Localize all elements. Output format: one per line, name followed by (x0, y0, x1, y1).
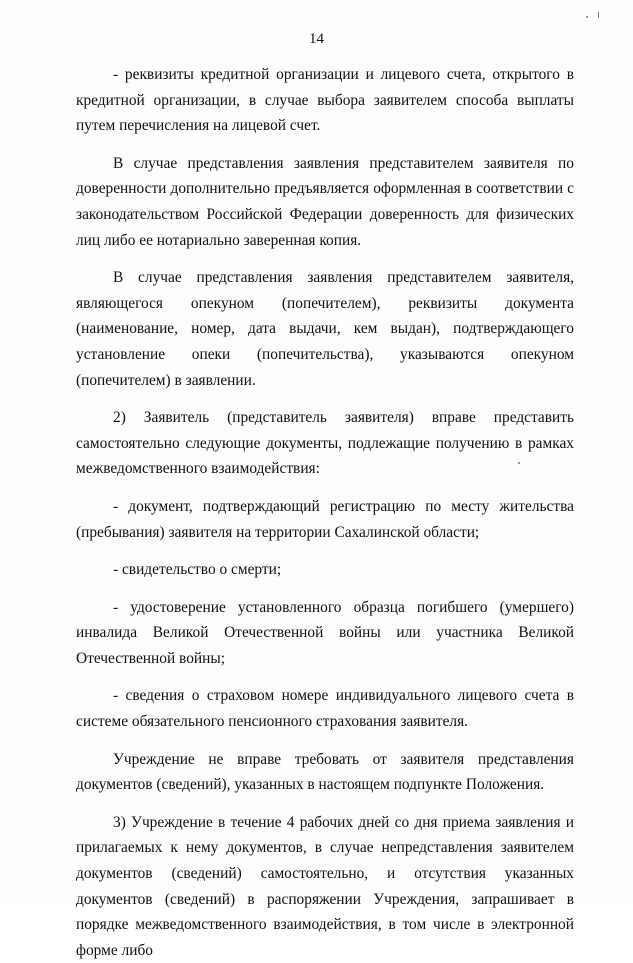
paragraph-power-of-attorney: В случае представления заявления представителем заявителя по доверенности дополнительно предъявляется оформленная в соответствии с законодательством Российской Федерации доверенность для физических лиц либо ее нотариально заверенная копия. (76, 154, 574, 249)
list-item-veteran-certificate: - удостоверение установленного образца погибшего (умершего) инвалида Великой Отечественной войны или участника Великой Отечественной войны; (76, 598, 574, 667)
paragraph-institution-restriction: Учреждение не вправе требовать от заявителя представления документов (сведений), указанных в настоящем подпункте Положения. (76, 750, 574, 794)
list-item-registration: - документ, подтверждающий регистрацию по месту жительства (пребывания) заявителя на территории Сахалинской области; (76, 497, 574, 541)
paragraph-item-3: 3) Учреждение в течение 4 рабочих дней со дня приема заявления и прилагаемых к нему документов, в случае непредставления заявителем документов (сведений) самостоятельно, и отсутствия указанных документов (сведений) в распоряжении Учреждения, запрашивает в порядке межведомственного взаимодействия, в том числе в электронной форме либо (76, 813, 574, 959)
scan-speck (586, 16, 588, 18)
document-body (76, 62, 574, 963)
list-item-death-certificate: - свидетельство о смерти; (113, 561, 282, 579)
paragraph-bank-details: - реквизиты кредитной организации и лицевого счета, открытого в кредитной организации, в случае выбора заявителем способа выплаты путем перечисления на лицевой счет. (76, 66, 574, 135)
scan-speck (598, 12, 599, 18)
list-item-snils: - сведения о страховом номере индивидуального лицевого счета в системе обязательного пенсионного страхования заявителя. (76, 687, 574, 731)
paragraph-guardian: В случае представления заявления представителем заявителя, являющегося опекуном (попечителем), реквизиты документа (наименование, номер, дата выдачи, кем выдан), подтверждающего установление опеки (попечительства), указываются опекуном (попечителем) в заявлении. (76, 269, 574, 389)
scan-speck (518, 462, 520, 464)
page-number: 14 (309, 31, 324, 47)
paragraph-item-2: 2) Заявитель (представитель заявителя) вправе представить самостоятельно следующие документы, подлежащие получению в рамках межведомственного взаимодействия: (76, 409, 574, 478)
